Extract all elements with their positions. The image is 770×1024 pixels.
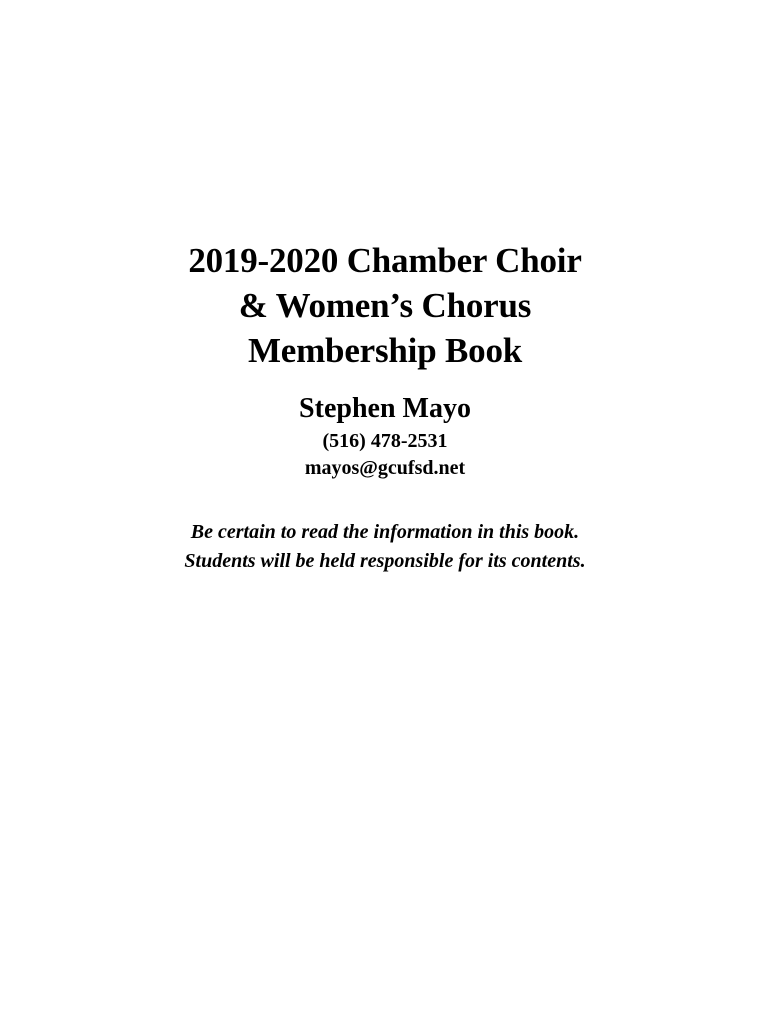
notice (0, 518, 770, 576)
title-line-1: 2019-2020 Chamber Choir (188, 241, 582, 280)
notice-line-2: Students will be held responsible for its contents. (184, 550, 586, 572)
title-line-2: & Women’s Chorus (238, 286, 532, 325)
title-line-3: Membership Book (247, 331, 523, 370)
email-address: mayos@gcufsd.net (304, 457, 466, 479)
phone-number: (516) 478-2531 (322, 430, 448, 452)
notice-line-1: Be certain to read the information in this book. (190, 521, 580, 543)
document-title (0, 238, 770, 373)
director-name: Stephen Mayo (299, 393, 471, 424)
contact-info (0, 390, 770, 482)
